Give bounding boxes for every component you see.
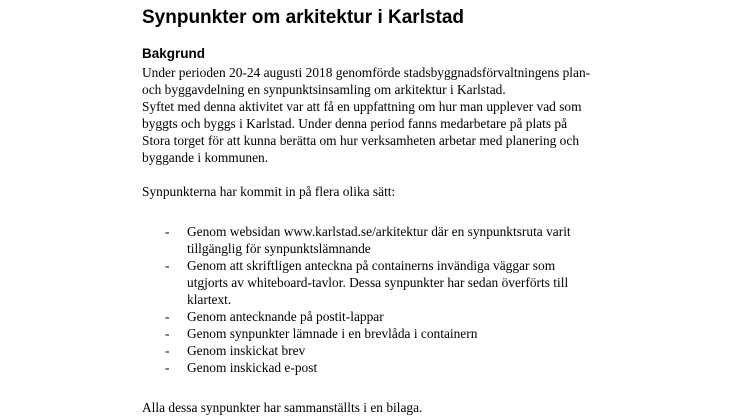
bullet-dash: - — [165, 309, 170, 324]
list-item — [142, 325, 622, 342]
paragraph-line: Stora torget för att kunna berätta om hur verksamheten arbetar med planering och — [142, 133, 580, 148]
list-item-line: Genom antecknande på postit-lappar — [187, 309, 384, 324]
bullet-dash: - — [165, 258, 170, 273]
paragraph-line: byggts och byggs i Karlstad. Under denna period fanns medarbetare på plats på — [142, 116, 568, 131]
page-title: Synpunkter om arkitektur i Karlstad — [142, 7, 465, 28]
list-item-line: Genom inskickat brev — [187, 343, 306, 358]
list-item-line: Genom att skriftligen anteckna på containerns invändiga väggar som — [187, 258, 556, 273]
bullet-dash: - — [165, 360, 170, 375]
paragraph-intro — [142, 64, 622, 98]
section-heading-bakgrund: Bakgrund — [142, 46, 206, 61]
bullet-dash: - — [165, 343, 170, 358]
collection-methods-list — [142, 223, 622, 376]
list-item — [142, 223, 622, 257]
bullet-dash: - — [165, 224, 170, 239]
paragraph-line: Synpunkterna har kommit in på flera olika sätt: — [142, 184, 396, 199]
paragraph-line: och byggavdelning en synpunktsinsamling om arkitektur i Karlstad. — [142, 82, 506, 97]
list-item-line: klartext. — [187, 292, 232, 307]
list-item-line: utgjorts av whiteboard-tavlor. Dessa synpunkter har sedan överförts till — [187, 275, 569, 290]
paragraph-line: byggande i kommunen. — [142, 150, 269, 165]
paragraph-line: Syftet med denna aktivitet var att få en uppfattning om hur man upplever vad som — [142, 99, 582, 114]
list-item-line: Genom inskickad e-post — [187, 360, 318, 375]
closing-text: Alla dessa synpunkter har sammanställts i en bilaga. — [142, 400, 423, 415]
list-item — [142, 359, 622, 376]
list-item — [142, 308, 622, 325]
list-item-line: Genom synpunkter lämnade i en brevlåda i containern — [187, 326, 478, 341]
paragraph-line: Under perioden 20-24 augusti 2018 genomförde stadsbyggnadsförvaltningens plan- — [142, 65, 591, 80]
list-item — [142, 342, 622, 359]
list-item-line: Genom websidan www.karlstad.se/arkitektur där en synpunktsruta varit — [187, 224, 571, 239]
bullet-dash: - — [165, 326, 170, 341]
list-intro-text — [142, 183, 622, 200]
paragraph-purpose — [142, 98, 622, 166]
list-item — [142, 257, 622, 308]
list-item-line: tillgänglig för synpunktslämnande — [187, 241, 371, 256]
